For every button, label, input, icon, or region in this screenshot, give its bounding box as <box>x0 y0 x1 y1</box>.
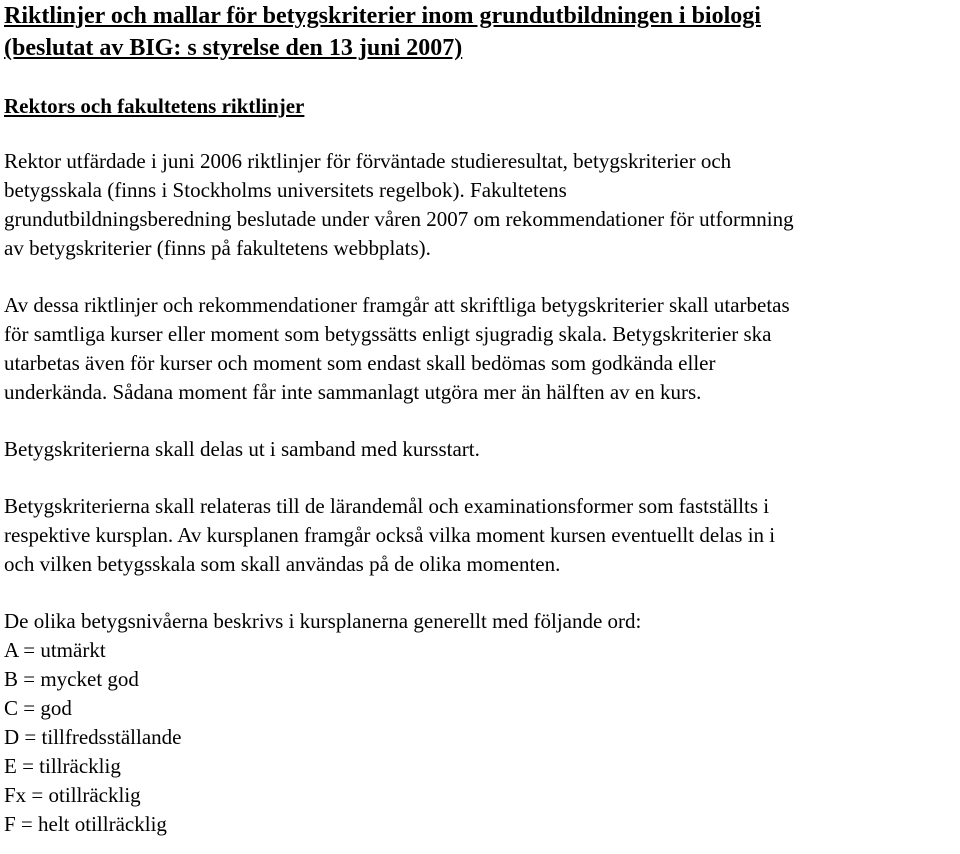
section-heading: Rektors och fakultetens riktlinjer <box>4 94 305 118</box>
text-line: Betygskriterierna skall relateras till de lärandemål och examinationsformer som fastställts i <box>4 494 770 518</box>
text-line: underkända. Sådana moment får inte sammanlagt utgöra mer än hälften av en kurs. <box>4 380 702 404</box>
grade-list <box>4 636 956 839</box>
text-line: respektive kursplan. Av kursplanen framgår också vilka moment kursen eventuellt delas in i <box>4 523 776 547</box>
grade-section <box>4 607 956 839</box>
text-line: utarbetas även för kurser och moment som endast skall bedömas som godkända eller <box>4 351 716 375</box>
text-line: för samtliga kurser eller moment som betygssätts enligt sjugradig skala. Betygskriterier ska <box>4 322 772 346</box>
document-title <box>4 0 956 64</box>
text-line: Rektor utfärdade i juni 2006 riktlinjer för förväntade studieresultat, betygskriterier och <box>4 149 732 173</box>
text-line: Betygskriterierna skall delas ut i samband med kursstart. <box>4 437 480 461</box>
grade-intro: De olika betygsnivåerna beskrivs i kursplanerna generellt med följande ord: <box>4 609 642 633</box>
grade-item: C = god <box>4 696 72 720</box>
paragraph-skriftliga-betygskriterier <box>4 291 956 407</box>
text-line: av betygskriterier (finns på fakultetens webbplats). <box>4 236 431 260</box>
title-line: (beslutat av BIG: s styrelse den 13 juni 2007) <box>4 35 463 61</box>
paragraph-rektor-riktlinjer <box>4 147 956 263</box>
text-line: grundutbildningsberedning beslutade under våren 2007 om rekommendationer för utformning <box>4 207 794 231</box>
text-line: Av dessa riktlinjer och rekommendationer framgår att skriftliga betygskriterier skall utarbetas <box>4 293 790 317</box>
grade-item: D = tillfredsställande <box>4 725 182 749</box>
paragraph-larandemal <box>4 492 956 579</box>
grade-item: A = utmärkt <box>4 638 106 662</box>
grade-item: F = helt otillräcklig <box>4 812 167 836</box>
text-line: betygsskala (finns i Stockholms universitets regelbok). Fakultetens <box>4 178 567 202</box>
grade-item: B = mycket god <box>4 667 139 691</box>
paragraph-kursstart <box>4 435 956 464</box>
grade-item: Fx = otillräcklig <box>4 783 141 807</box>
grade-item: E = tillräcklig <box>4 754 121 778</box>
title-line: Riktlinjer och mallar för betygskriterier inom grundutbildningen i biologi <box>4 3 761 29</box>
text-line: och vilken betygsskala som skall användas på de olika momenten. <box>4 552 561 576</box>
